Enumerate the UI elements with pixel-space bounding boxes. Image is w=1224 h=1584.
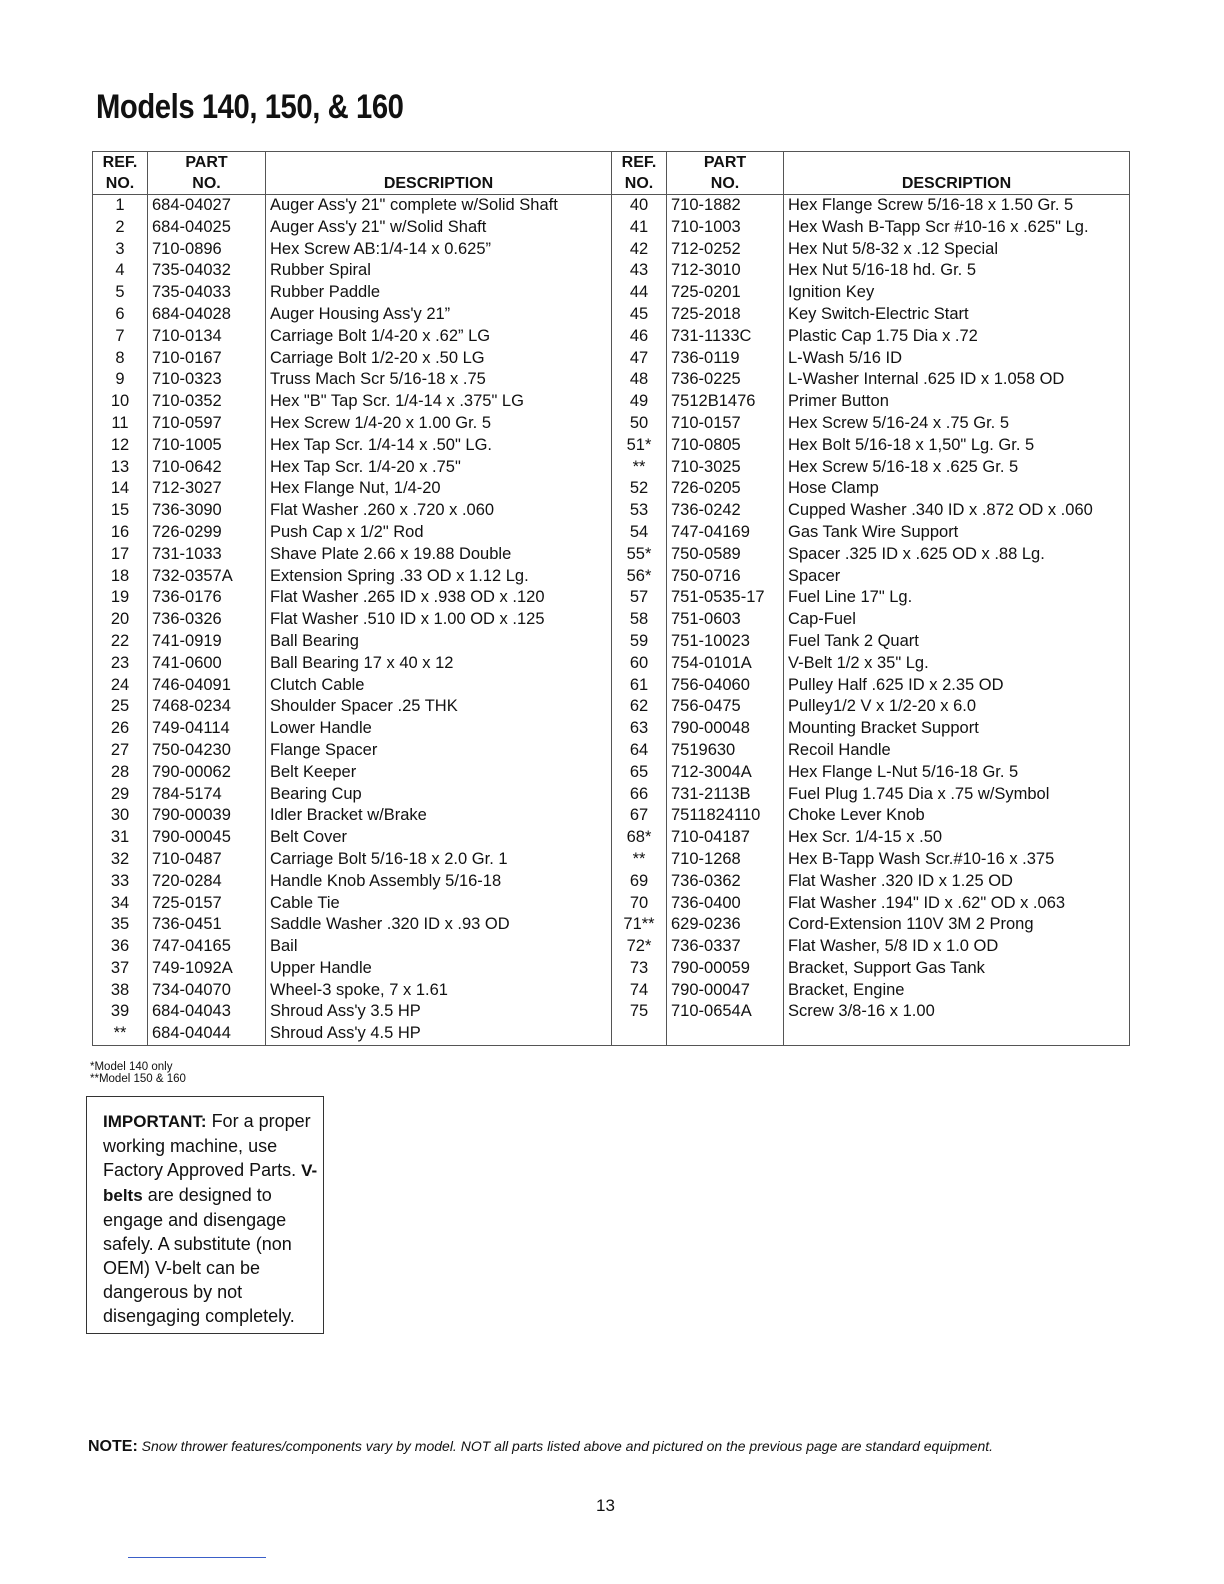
- ref-no-cell: 13: [93, 457, 148, 479]
- ref-no-cell: **: [612, 849, 667, 871]
- ref-no-cell: 34: [93, 893, 148, 915]
- table-row: [93, 522, 1130, 544]
- part-no-cell: 684-04025: [148, 217, 266, 239]
- ref-no-cell: 64: [612, 740, 667, 762]
- description-cell: Hex Tap Scr. 1/4-14 x .50" LG.: [266, 435, 612, 457]
- part-no-cell: 736-0225: [667, 369, 784, 391]
- description-header-left: DESCRIPTION: [266, 152, 612, 195]
- description-cell: Fuel Line 17" Lg.: [784, 587, 1130, 609]
- ref-no-header-right: REF. NO.: [612, 152, 667, 195]
- description-cell: Upper Handle: [266, 958, 612, 980]
- important-notice-box: [86, 1096, 324, 1334]
- ref-no-cell: 38: [93, 980, 148, 1002]
- part-no-cell: 790-00047: [667, 980, 784, 1002]
- ref-no-cell: 39: [93, 1001, 148, 1023]
- ref-no-cell: 17: [93, 544, 148, 566]
- ref-no-cell: 73: [612, 958, 667, 980]
- table-row: [93, 762, 1130, 784]
- description-cell: Hex Scr. 1/4-15 x .50: [784, 827, 1130, 849]
- ref-no-cell: 28: [93, 762, 148, 784]
- ref-no-cell: 9: [93, 369, 148, 391]
- description-cell: Bail: [266, 936, 612, 958]
- description-cell: Auger Ass'y 21" complete w/Solid Shaft: [266, 195, 612, 217]
- ref-no-cell: 30: [93, 805, 148, 827]
- ref-no-cell: 67: [612, 805, 667, 827]
- ref-no-cell: 1: [93, 195, 148, 217]
- description-header-right: DESCRIPTION: [784, 152, 1130, 195]
- part-no-cell: 710-0597: [148, 413, 266, 435]
- ref-no-cell: 22: [93, 631, 148, 653]
- description-cell: Lower Handle: [266, 718, 612, 740]
- part-no-cell: 710-0642: [148, 457, 266, 479]
- part-no-cell: 734-04070: [148, 980, 266, 1002]
- table-row: [93, 936, 1130, 958]
- description-cell: Carriage Bolt 5/16-18 x 2.0 Gr. 1: [266, 849, 612, 871]
- part-no-cell: 726-0205: [667, 478, 784, 500]
- description-cell: Hex Screw 5/16-24 x .75 Gr. 5: [784, 413, 1130, 435]
- description-cell: Push Cap x 1/2" Rod: [266, 522, 612, 544]
- part-no-cell: 750-0589: [667, 544, 784, 566]
- part-no-cell: 710-0896: [148, 239, 266, 261]
- part-no-cell: 725-0201: [667, 282, 784, 304]
- description-cell: Truss Mach Scr 5/16-18 x .75: [266, 369, 612, 391]
- part-no-cell: 747-04169: [667, 522, 784, 544]
- description-cell: Ignition Key: [784, 282, 1130, 304]
- description-cell: Shoulder Spacer .25 THK: [266, 696, 612, 718]
- part-no-cell: 731-1133C: [667, 326, 784, 348]
- vbelts-label: V-belts: [103, 1161, 318, 1205]
- description-cell: Flat Washer .194" ID x .62" OD x .063: [784, 893, 1130, 915]
- description-cell: [784, 1023, 1130, 1045]
- ref-no-cell: 71**: [612, 914, 667, 936]
- part-no-cell: 736-0119: [667, 348, 784, 370]
- table-row: [93, 1023, 1130, 1045]
- ref-no-cell: 51*: [612, 435, 667, 457]
- description-cell: Spacer .325 ID x .625 OD x .88 Lg.: [784, 544, 1130, 566]
- part-no-cell: 736-0176: [148, 587, 266, 609]
- description-cell: Ball Bearing: [266, 631, 612, 653]
- table-row: [93, 326, 1130, 348]
- ref-no-cell: 48: [612, 369, 667, 391]
- table-row: [93, 718, 1130, 740]
- table-row: [93, 805, 1130, 827]
- description-cell: Hex Screw 1/4-20 x 1.00 Gr. 5: [266, 413, 612, 435]
- ref-no-cell: 14: [93, 478, 148, 500]
- part-no-cell: 756-0475: [667, 696, 784, 718]
- part-no-cell: 732-0357A: [148, 566, 266, 588]
- description-cell: Key Switch-Electric Start: [784, 304, 1130, 326]
- description-cell: Hex Flange Nut, 1/4-20: [266, 478, 612, 500]
- part-no-cell: 790-00062: [148, 762, 266, 784]
- table-row: [93, 740, 1130, 762]
- table-header-row: [93, 152, 1130, 195]
- part-no-cell: 736-0326: [148, 609, 266, 631]
- description-cell: Pulley Half .625 ID x 2.35 OD: [784, 675, 1130, 697]
- description-cell: Cupped Washer .340 ID x .872 OD x .060: [784, 500, 1130, 522]
- part-no-cell: 710-3025: [667, 457, 784, 479]
- ref-no-cell: 27: [93, 740, 148, 762]
- part-no-cell: 710-0157: [667, 413, 784, 435]
- description-cell: Wheel-3 spoke, 7 x 1.61: [266, 980, 612, 1002]
- table-row: [93, 391, 1130, 413]
- ref-no-cell: 66: [612, 784, 667, 806]
- ref-no-cell: 47: [612, 348, 667, 370]
- ref-no-cell: 31: [93, 827, 148, 849]
- ref-no-cell: 50: [612, 413, 667, 435]
- part-no-cell: 790-00039: [148, 805, 266, 827]
- description-cell: Spacer: [784, 566, 1130, 588]
- footnote-model-140: *Model 140 only: [90, 1061, 173, 1073]
- ref-no-cell: 56*: [612, 566, 667, 588]
- part-no-cell: 710-1005: [148, 435, 266, 457]
- part-no-cell: 790-00059: [667, 958, 784, 980]
- part-no-cell: 735-04032: [148, 260, 266, 282]
- description-cell: Shroud Ass'y 4.5 HP: [266, 1023, 612, 1045]
- ref-no-cell: 2: [93, 217, 148, 239]
- ref-no-cell: 6: [93, 304, 148, 326]
- ref-no-cell: 69: [612, 871, 667, 893]
- ref-no-cell: 26: [93, 718, 148, 740]
- description-cell: Carriage Bolt 1/2-20 x .50 LG: [266, 348, 612, 370]
- description-cell: Flat Washer .260 x .720 x .060: [266, 500, 612, 522]
- part-no-cell: 684-04028: [148, 304, 266, 326]
- table-row: [93, 631, 1130, 653]
- description-cell: Flat Washer .510 ID x 1.00 OD x .125: [266, 609, 612, 631]
- part-no-cell: 726-0299: [148, 522, 266, 544]
- ref-no-header-left: REF. NO.: [93, 152, 148, 195]
- ref-no-cell: 58: [612, 609, 667, 631]
- note-line: [88, 1438, 993, 1456]
- ref-no-cell: 23: [93, 653, 148, 675]
- ref-no-cell: 11: [93, 413, 148, 435]
- part-no-header-right: PART NO.: [667, 152, 784, 195]
- description-cell: Recoil Handle: [784, 740, 1130, 762]
- ref-no-cell: 35: [93, 914, 148, 936]
- ref-no-cell: 49: [612, 391, 667, 413]
- description-cell: Ball Bearing 17 x 40 x 12: [266, 653, 612, 675]
- description-cell: Fuel Tank 2 Quart: [784, 631, 1130, 653]
- table-row: [93, 369, 1130, 391]
- part-no-cell: 629-0236: [667, 914, 784, 936]
- ref-no-cell: 70: [612, 893, 667, 915]
- footer-rule: [128, 1557, 266, 1558]
- ref-no-cell: 46: [612, 326, 667, 348]
- table-row: [93, 1001, 1130, 1023]
- part-no-cell: 710-1003: [667, 217, 784, 239]
- table-row: [93, 958, 1130, 980]
- description-cell: Clutch Cable: [266, 675, 612, 697]
- description-cell: Flat Washer, 5/8 ID x 1.0 OD: [784, 936, 1130, 958]
- important-text-part1: For a proper working machine, use Factory Approved Parts.: [103, 1111, 311, 1180]
- part-no-cell: 710-0323: [148, 369, 266, 391]
- table-row: [93, 827, 1130, 849]
- footnote-model-150-160: **Model 150 & 160: [90, 1073, 186, 1085]
- table-row: [93, 980, 1130, 1002]
- description-cell: Bearing Cup: [266, 784, 612, 806]
- part-no-header-left: PART NO.: [148, 152, 266, 195]
- ref-no-cell: 3: [93, 239, 148, 261]
- description-cell: Hex "B" Tap Scr. 1/4-14 x .375" LG: [266, 391, 612, 413]
- part-no-cell: 710-04187: [667, 827, 784, 849]
- table-row: [93, 195, 1130, 217]
- description-cell: Hex Screw 5/16-18 x .625 Gr. 5: [784, 457, 1130, 479]
- ref-no-cell: 52: [612, 478, 667, 500]
- part-no-cell: 741-0919: [148, 631, 266, 653]
- table-row: [93, 435, 1130, 457]
- part-no-cell: 710-0805: [667, 435, 784, 457]
- table-row: [93, 914, 1130, 936]
- description-cell: Carriage Bolt 1/4-20 x .62” LG: [266, 326, 612, 348]
- part-no-cell: 712-0252: [667, 239, 784, 261]
- table-row: [93, 544, 1130, 566]
- ref-no-cell: 72*: [612, 936, 667, 958]
- description-cell: Cord-Extension 110V 3M 2 Prong: [784, 914, 1130, 936]
- table-row: [93, 304, 1130, 326]
- ref-no-cell: 61: [612, 675, 667, 697]
- description-cell: Pulley1/2 V x 1/2-20 x 6.0: [784, 696, 1130, 718]
- table-row: [93, 457, 1130, 479]
- part-no-cell: 754-0101A: [667, 653, 784, 675]
- parts-list-table: [92, 151, 1130, 1046]
- table-row: [93, 500, 1130, 522]
- note-label: NOTE:: [88, 1438, 138, 1455]
- ref-no-cell: 43: [612, 260, 667, 282]
- part-no-cell: [667, 1023, 784, 1045]
- part-no-cell: 710-0167: [148, 348, 266, 370]
- part-no-cell: 725-0157: [148, 893, 266, 915]
- page-number: 13: [596, 1496, 615, 1515]
- ref-no-cell: 53: [612, 500, 667, 522]
- ref-no-cell: 65: [612, 762, 667, 784]
- footnotes: [90, 1061, 186, 1085]
- description-cell: Mounting Bracket Support: [784, 718, 1130, 740]
- ref-no-cell: [612, 1023, 667, 1045]
- table-row: [93, 675, 1130, 697]
- part-no-cell: 751-0535-17: [667, 587, 784, 609]
- description-cell: Shave Plate 2.66 x 19.88 Double: [266, 544, 612, 566]
- ref-no-cell: 16: [93, 522, 148, 544]
- description-cell: Choke Lever Knob: [784, 805, 1130, 827]
- ref-no-cell: 68*: [612, 827, 667, 849]
- ref-no-cell: 24: [93, 675, 148, 697]
- part-no-cell: 712-3027: [148, 478, 266, 500]
- table-row: [93, 849, 1130, 871]
- ref-no-cell: 75: [612, 1001, 667, 1023]
- part-no-cell: 749-1092A: [148, 958, 266, 980]
- table-row: [93, 609, 1130, 631]
- description-cell: Rubber Spiral: [266, 260, 612, 282]
- table-row: [93, 478, 1130, 500]
- part-no-cell: 751-10023: [667, 631, 784, 653]
- ref-no-cell: 12: [93, 435, 148, 457]
- part-no-cell: 7512B1476: [667, 391, 784, 413]
- table-row: [93, 413, 1130, 435]
- part-no-cell: 710-0352: [148, 391, 266, 413]
- table-row: [93, 260, 1130, 282]
- description-cell: Screw 3/8-16 x 1.00: [784, 1001, 1130, 1023]
- part-no-cell: 7511824110: [667, 805, 784, 827]
- ref-no-cell: **: [93, 1023, 148, 1045]
- description-cell: Cable Tie: [266, 893, 612, 915]
- part-no-cell: 750-04230: [148, 740, 266, 762]
- description-cell: Hex Flange L-Nut 5/16-18 Gr. 5: [784, 762, 1130, 784]
- ref-no-cell: 63: [612, 718, 667, 740]
- ref-no-cell: 4: [93, 260, 148, 282]
- ref-no-cell: 62: [612, 696, 667, 718]
- ref-no-cell: 32: [93, 849, 148, 871]
- part-no-cell: 749-04114: [148, 718, 266, 740]
- description-cell: Extension Spring .33 OD x 1.12 Lg.: [266, 566, 612, 588]
- description-cell: L-Wash 5/16 ID: [784, 348, 1130, 370]
- part-no-cell: 731-2113B: [667, 784, 784, 806]
- ref-no-cell: 8: [93, 348, 148, 370]
- table-row: [93, 566, 1130, 588]
- part-no-cell: 710-1882: [667, 195, 784, 217]
- part-no-cell: 756-04060: [667, 675, 784, 697]
- ref-no-cell: 55*: [612, 544, 667, 566]
- description-cell: Hex Bolt 5/16-18 x 1,50" Lg. Gr. 5: [784, 435, 1130, 457]
- part-no-cell: 712-3004A: [667, 762, 784, 784]
- ref-no-cell: 18: [93, 566, 148, 588]
- part-no-cell: 720-0284: [148, 871, 266, 893]
- part-no-cell: 684-04043: [148, 1001, 266, 1023]
- description-cell: Hose Clamp: [784, 478, 1130, 500]
- ref-no-cell: 19: [93, 587, 148, 609]
- description-cell: Hex Nut 5/8-32 x .12 Special: [784, 239, 1130, 261]
- ref-no-cell: 5: [93, 282, 148, 304]
- ref-no-cell: 59: [612, 631, 667, 653]
- description-cell: Auger Housing Ass'y 21”: [266, 304, 612, 326]
- part-no-cell: 741-0600: [148, 653, 266, 675]
- page-title: Models 140, 150, & 160: [96, 88, 404, 126]
- description-cell: Gas Tank Wire Support: [784, 522, 1130, 544]
- description-cell: Hex Tap Scr. 1/4-20 x .75": [266, 457, 612, 479]
- table-row: [93, 217, 1130, 239]
- ref-no-cell: 36: [93, 936, 148, 958]
- description-cell: Primer Button: [784, 391, 1130, 413]
- part-no-cell: 731-1033: [148, 544, 266, 566]
- ref-no-cell: 37: [93, 958, 148, 980]
- ref-no-cell: 7: [93, 326, 148, 348]
- ref-no-cell: 40: [612, 195, 667, 217]
- part-no-cell: 784-5174: [148, 784, 266, 806]
- important-text-part2: are designed to engage and disengage safely. A substitute (non OEM) V-belt can be dangerous by not disengaging completely.: [103, 1185, 295, 1326]
- description-cell: Hex B-Tapp Wash Scr.#10-16 x .375: [784, 849, 1130, 871]
- part-no-cell: 736-0362: [667, 871, 784, 893]
- part-no-cell: 710-0134: [148, 326, 266, 348]
- part-no-cell: 790-00045: [148, 827, 266, 849]
- part-no-cell: 7519630: [667, 740, 784, 762]
- part-no-cell: 736-0451: [148, 914, 266, 936]
- part-no-cell: 790-00048: [667, 718, 784, 740]
- ref-no-cell: 10: [93, 391, 148, 413]
- description-cell: Hex Screw AB:1/4-14 x 0.625”: [266, 239, 612, 261]
- part-no-cell: 746-04091: [148, 675, 266, 697]
- ref-no-cell: 20: [93, 609, 148, 631]
- description-cell: Belt Keeper: [266, 762, 612, 784]
- part-no-cell: 735-04033: [148, 282, 266, 304]
- ref-no-cell: **: [612, 457, 667, 479]
- table-row: [93, 696, 1130, 718]
- part-no-cell: 725-2018: [667, 304, 784, 326]
- description-cell: Bracket, Engine: [784, 980, 1130, 1002]
- important-label: IMPORTANT:: [103, 1112, 207, 1131]
- table-row: [93, 239, 1130, 261]
- part-no-cell: 751-0603: [667, 609, 784, 631]
- description-cell: Shroud Ass'y 3.5 HP: [266, 1001, 612, 1023]
- part-no-cell: 736-0242: [667, 500, 784, 522]
- ref-no-cell: 60: [612, 653, 667, 675]
- ref-no-cell: 42: [612, 239, 667, 261]
- table-row: [93, 348, 1130, 370]
- ref-no-cell: 44: [612, 282, 667, 304]
- description-cell: Hex Flange Screw 5/16-18 x 1.50 Gr. 5: [784, 195, 1130, 217]
- part-no-cell: 710-1268: [667, 849, 784, 871]
- table-row: [93, 893, 1130, 915]
- ref-no-cell: 57: [612, 587, 667, 609]
- table-row: [93, 587, 1130, 609]
- description-cell: Auger Ass'y 21" w/Solid Shaft: [266, 217, 612, 239]
- description-cell: L-Washer Internal .625 ID x 1.058 OD: [784, 369, 1130, 391]
- description-cell: Rubber Paddle: [266, 282, 612, 304]
- part-no-cell: 684-04027: [148, 195, 266, 217]
- part-no-cell: 750-0716: [667, 566, 784, 588]
- description-cell: Fuel Plug 1.745 Dia x .75 w/Symbol: [784, 784, 1130, 806]
- ref-no-cell: 15: [93, 500, 148, 522]
- part-no-cell: 747-04165: [148, 936, 266, 958]
- description-cell: Hex Wash B-Tapp Scr #10-16 x .625" Lg.: [784, 217, 1130, 239]
- description-cell: Flat Washer .320 ID x 1.25 OD: [784, 871, 1130, 893]
- table-row: [93, 282, 1130, 304]
- part-no-cell: 684-04044: [148, 1023, 266, 1045]
- description-cell: Cap-Fuel: [784, 609, 1130, 631]
- ref-no-cell: 74: [612, 980, 667, 1002]
- ref-no-cell: 29: [93, 784, 148, 806]
- table-row: [93, 871, 1130, 893]
- part-no-cell: 710-0487: [148, 849, 266, 871]
- part-no-cell: 736-3090: [148, 500, 266, 522]
- description-cell: Saddle Washer .320 ID x .93 OD: [266, 914, 612, 936]
- description-cell: Idler Bracket w/Brake: [266, 805, 612, 827]
- ref-no-cell: 33: [93, 871, 148, 893]
- ref-no-cell: 41: [612, 217, 667, 239]
- note-text: Snow thrower features/components vary by model. NOT all parts listed above and pictured on the previous page are standard equipment.: [137, 1438, 994, 1454]
- description-cell: Plastic Cap 1.75 Dia x .72: [784, 326, 1130, 348]
- ref-no-cell: 45: [612, 304, 667, 326]
- table-row: [93, 784, 1130, 806]
- part-no-cell: 736-0337: [667, 936, 784, 958]
- part-no-cell: 7468-0234: [148, 696, 266, 718]
- table-row: [93, 653, 1130, 675]
- description-cell: Flat Washer .265 ID x .938 OD x .120: [266, 587, 612, 609]
- description-cell: V-Belt 1/2 x 35" Lg.: [784, 653, 1130, 675]
- description-cell: Bracket, Support Gas Tank: [784, 958, 1130, 980]
- part-no-cell: 712-3010: [667, 260, 784, 282]
- description-cell: Hex Nut 5/16-18 hd. Gr. 5: [784, 260, 1130, 282]
- part-no-cell: 736-0400: [667, 893, 784, 915]
- ref-no-cell: 25: [93, 696, 148, 718]
- parts-table-body: [93, 195, 1130, 1046]
- description-cell: Belt Cover: [266, 827, 612, 849]
- part-no-cell: 710-0654A: [667, 1001, 784, 1023]
- description-cell: Handle Knob Assembly 5/16-18: [266, 871, 612, 893]
- description-cell: Flange Spacer: [266, 740, 612, 762]
- ref-no-cell: 54: [612, 522, 667, 544]
